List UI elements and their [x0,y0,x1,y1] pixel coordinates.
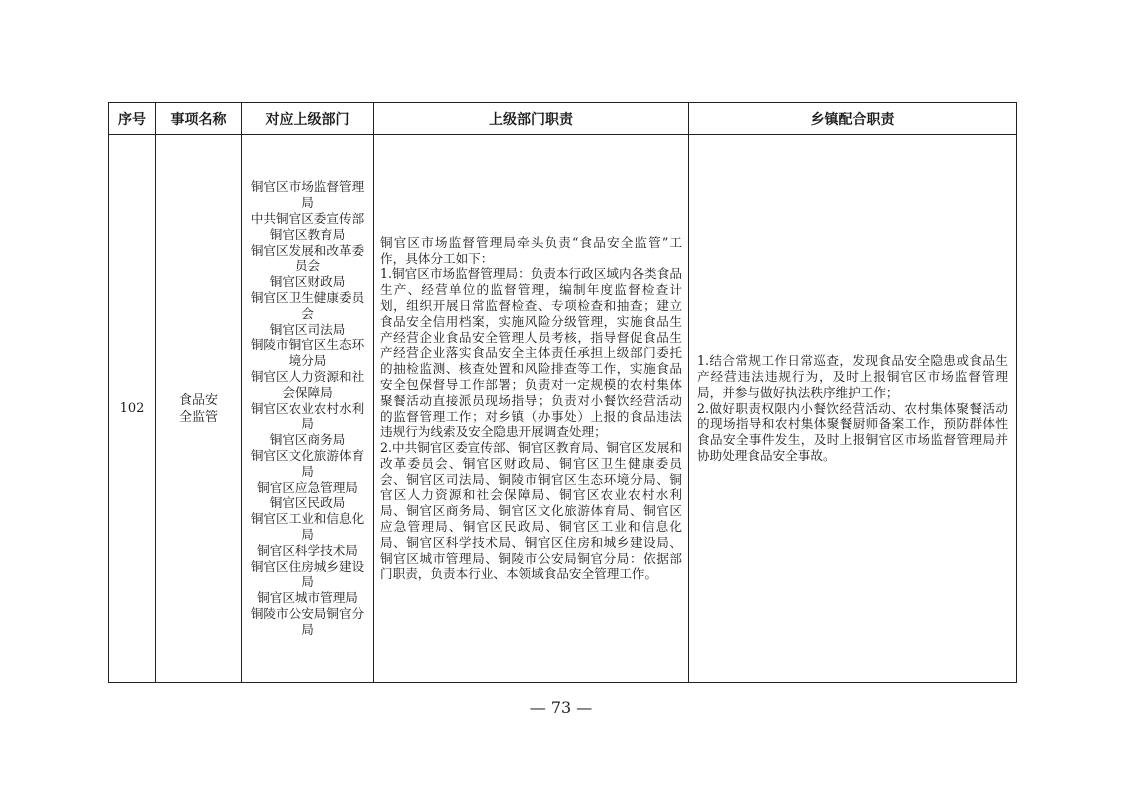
dept-item: 铜陵市公安局铜官分局 [250,605,365,637]
header-town-coop-duty: 乡镇配合职责 [689,103,1017,135]
dept-item: 铜官区市场监督管理局 [250,179,365,211]
header-no: 序号 [109,103,156,135]
dept-item: 铜官区科学技术局 [257,542,358,558]
dept-item: 铜官区财政局 [269,274,346,290]
town-coop-duty-text [689,135,1017,683]
page-number: — 73 — [529,698,593,717]
item-name-text: 食品安全监管 [178,392,218,425]
dept-item: 铜陵市铜官区生态环境分局 [250,337,365,369]
dept-item: 铜官区民政局 [269,495,346,511]
header-superior-duty: 上级部门职责 [374,103,689,135]
table-row [109,135,1017,683]
dept-item: 铜官区城市管理局 [257,590,358,606]
dept-item: 铜官区卫生健康委员会 [250,290,365,321]
item-name [156,135,242,683]
dept-item: 铜官区教育局 [269,226,346,242]
dept-item: 铜官区司法局 [269,321,346,337]
dept-item: 铜官区文化旅游体育局 [250,447,365,479]
dept-item: 铜官区商务局 [269,432,346,448]
duty-paragraph: 1.铜官区市场监督管理局：负责本行政区域内各类食品生产、经营单位的监督管理，编制年度监督检查计划，组织开展日常监督检查、专项检查和抽查；建立食品安全信用档案，实施风险分级管理，实施食品生产经营企业食品安全管理人员考核，指导督促食品生产经营企业落实食品安全主体责任承担上级部门委托的抽检监测、核查处置和风险排查等工作，实施食品安全包保督导工作部署；负责对一定规模的农村集体聚餐活动直接派员现场指导；负责对小餐饮经营活动的监督管理工作；对乡镇（办事处）上报的食品违法违规行为线索及安全隐患开展调查处理； [380,266,682,440]
dept-item: 铜官区人力资源和社会保障局 [250,369,365,400]
responsibility-table [108,102,1017,683]
header-item-name: 事项名称 [156,103,242,135]
header-superior-dept: 对应上级部门 [242,103,374,135]
dept-list [242,135,374,683]
table-header-row [109,103,1017,135]
dept-item: 铜官区应急管理局 [257,479,358,495]
duty-paragraph: 2.中共铜官区委宣传部、铜官区教育局、铜官区发展和改革委员会、铜官区财政局、铜官区卫生健康委员会、铜官区司法局、铜陵市铜官区生态环境分局、铜官区人力资源和社会保障局、铜官区农业农村水利局、铜官区商务局、铜官区文化旅游体育局、铜官区应急管理局、铜官区民政局、铜官区工业和信息化局、铜官区科学技术局、铜官区住房和城乡建设局、铜官区城市管理局、铜陵市公安局铜官分局：依据部门职责，负责本行业、本领域食品安全管理工作。 [380,440,682,582]
coop-paragraph: 1.结合常规工作日常巡查，发现食品安全隐患或食品生产经营违法违规行为，及时上报铜官区市场监督管理局，并参与做好执法秩序维护工作； [697,353,1008,400]
dept-item: 铜官区发展和改革委员会 [250,242,365,274]
dept-item: 铜官区农业农村水利局 [250,400,365,432]
dept-item: 铜官区工业和信息化局 [250,511,365,542]
dept-item: 铜官区住房城乡建设局 [250,558,365,590]
row-number: 102 [109,135,156,683]
coop-paragraph: 2.做好职责权限内小餐饮经营活动、农村集体聚餐活动的现场指导和农村集体聚餐厨师备案工作，预防群体性食品安全事件发生，及时上报铜官区市场监督管理局并协助处理食品安全事故。 [697,400,1008,463]
duty-paragraph: 铜官区市场监督管理局牵头负责“食品安全监管”工作，具体分工如下： [380,234,682,266]
dept-item: 中共铜官区委宣传部 [250,211,365,227]
superior-duty-text [374,135,689,683]
